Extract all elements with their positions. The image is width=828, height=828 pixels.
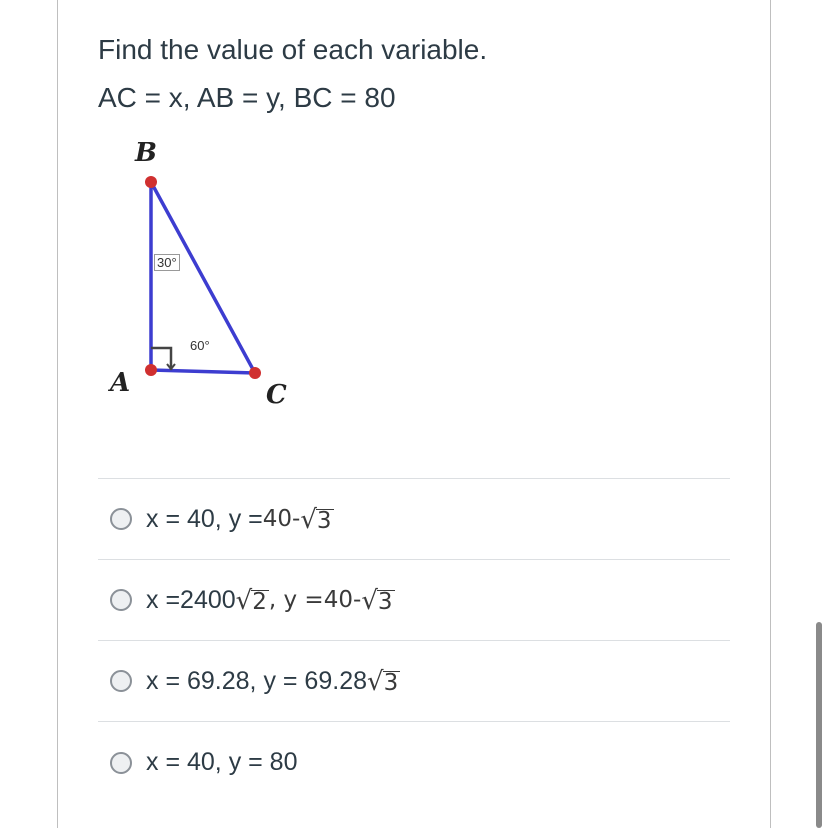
angle-c-label: 60°: [190, 338, 210, 353]
radicand: 3: [316, 508, 332, 534]
point-a: [145, 364, 157, 376]
dash: -: [292, 506, 301, 532]
radicand: 3: [383, 670, 399, 696]
math-expression: [367, 667, 400, 695]
math-expression: [236, 586, 395, 614]
question-text: [98, 34, 758, 114]
coefficient: 40: [262, 506, 293, 532]
answer-text: x = 40, y =: [146, 504, 263, 533]
answer-text: x = 40, y = 80: [146, 748, 298, 776]
math-expression: [263, 505, 334, 533]
triangle-figure: [100, 136, 320, 416]
vertex-b-label: B: [135, 138, 157, 168]
answer-label: [146, 748, 298, 777]
radio-button[interactable]: [110, 508, 132, 530]
point-c: [249, 367, 261, 379]
answer-text: x =2400: [146, 585, 236, 614]
angle-b-label: 30°: [154, 254, 180, 271]
scrollbar-thumb[interactable]: [816, 622, 822, 828]
sqrt-icon: √ 3: [361, 586, 393, 616]
answer-choices: [98, 478, 730, 803]
separator: , y =: [268, 587, 324, 613]
answer-option-2[interactable]: [98, 560, 730, 641]
question-prompt: Find the value of each variable.: [98, 34, 488, 65]
point-b: [145, 176, 157, 188]
answer-label: [146, 667, 400, 696]
answer-label: [146, 505, 334, 534]
radio-button[interactable]: [110, 589, 132, 611]
answer-option-4[interactable]: [98, 722, 730, 803]
frame-right-border: [770, 0, 771, 828]
question-givens: AC = x, AB = y, BC = 80: [98, 82, 396, 113]
answer-option-3[interactable]: [98, 641, 730, 722]
vertex-a-label: A: [110, 368, 131, 398]
answer-option-1[interactable]: [98, 479, 730, 560]
radio-button[interactable]: [110, 752, 132, 774]
answer-label: [146, 586, 395, 615]
sqrt-icon: √ 3: [367, 667, 399, 697]
answer-text: x = 69.28, y = 69.28: [146, 666, 367, 695]
radicand: 2: [252, 589, 267, 615]
radicand: 3: [377, 589, 393, 615]
right-angle-arrow: [167, 360, 175, 369]
coefficient: 40: [323, 587, 353, 613]
sqrt-icon: √ 2: [235, 586, 267, 616]
dash: -: [353, 587, 362, 613]
vertex-c-label: C: [266, 380, 287, 410]
radio-button[interactable]: [110, 670, 132, 692]
sqrt-icon: √ 3: [300, 505, 332, 535]
frame-left-border: [57, 0, 58, 828]
triangle-diagram: [100, 136, 320, 416]
